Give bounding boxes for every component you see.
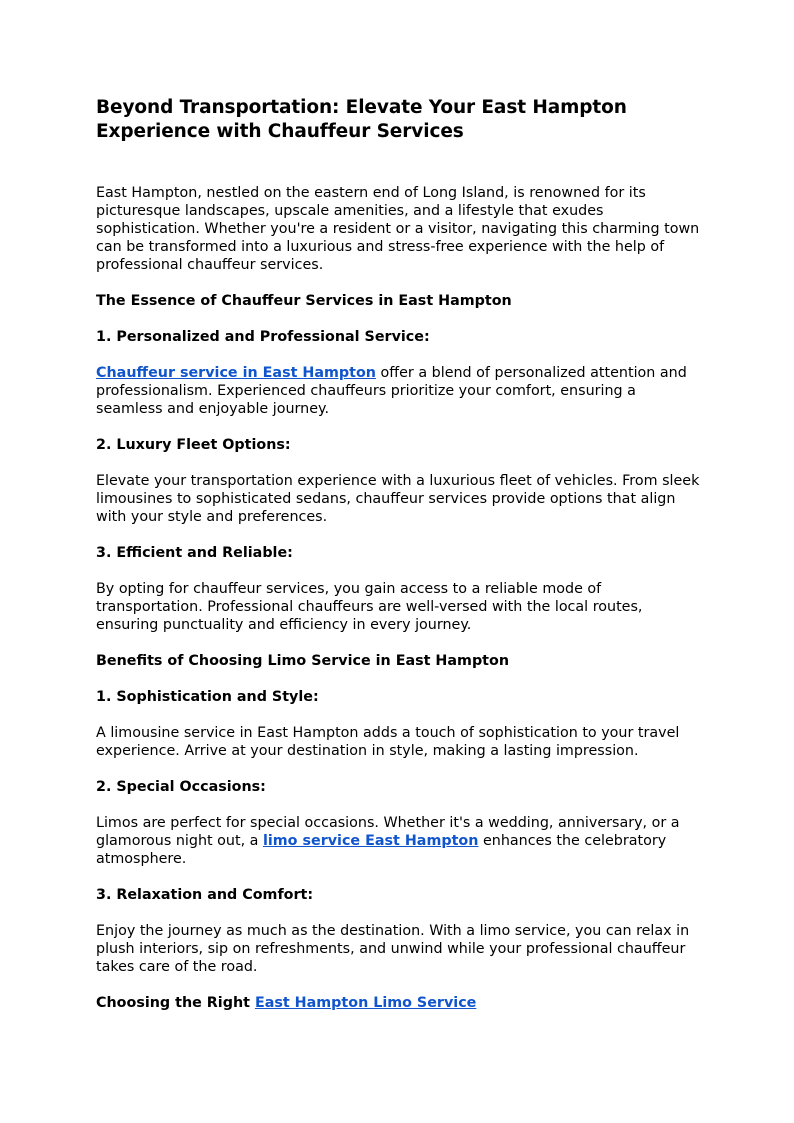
east-hampton-limo-service-link[interactable]: East Hampton Limo Service (254, 995, 477, 1011)
document-page (96, 96, 706, 1012)
subheading-relaxation: 3. Relaxation and Comfort: (96, 887, 314, 903)
document-title: Beyond Transportation: Elevate Your East Hampton Experience with Chauffeur Services (96, 97, 627, 142)
subheading-personalized: 1. Personalized and Professional Service: (96, 329, 430, 345)
subheading-sophistication: 1. Sophistication and Style: (96, 689, 319, 705)
section-heading-choosing-prefix: Choosing the Right (96, 995, 255, 1011)
subheading-efficient: 3. Efficient and Reliable: (96, 545, 293, 561)
paragraph-special-occasions-text-after: enhances the celebratory atmosphere. (96, 833, 667, 867)
paragraph-special-occasions-text-before: Limos are perfect for special occasions. Whether it's a wedding, anniversary, or a glamorous night out, a (96, 815, 680, 849)
subheading-special-occasions: 2. Special Occasions: (96, 779, 266, 795)
chauffeur-service-link[interactable]: Chauffeur service in East Hampton (96, 365, 376, 381)
subheading-luxury-fleet: 2. Luxury Fleet Options: (96, 437, 291, 453)
section-heading-essence: The Essence of Chauffeur Services in East Hampton (96, 293, 512, 309)
intro-paragraph: East Hampton, nestled on the eastern end of Long Island, is renowned for its picturesque landscapes, upscale amenities, and a lifestyle that exudes sophistication. Whether you're a resident or a visitor, navigating this charming town can be transformed into a luxurious and stress-free experience with the help of professional chauffeur services. (96, 185, 700, 273)
paragraph-special-occasions (96, 814, 706, 868)
paragraph-relaxation: Enjoy the journey as much as the destination. With a limo service, you can relax in plush interiors, sip on refreshments, and unwind while your professional chauffeur takes care of the road. (96, 923, 690, 975)
paragraph-personalized-text: offer a blend of personalized attention and professionalism. Experienced chauffeurs prioritize your comfort, ensuring a seamless and enjoyable journey. (96, 365, 687, 417)
paragraph-personalized (96, 364, 706, 418)
paragraph-efficient: By opting for chauffeur services, you gain access to a reliable mode of transportation. Professional chauffeurs are well-versed with the local routes, ensuring punctuality and efficiency in every journey. (96, 581, 643, 633)
section-heading-benefits: Benefits of Choosing Limo Service in East Hampton (96, 653, 510, 669)
paragraph-sophistication: A limousine service in East Hampton adds a touch of sophistication to your travel experience. Arrive at your destination in style, making a lasting impression. (96, 725, 680, 759)
paragraph-luxury-fleet: Elevate your transportation experience with a luxurious fleet of vehicles. From sleek limousines to sophisticated sedans, chauffeur services provide options that align with your style and preferences. (96, 473, 700, 525)
limo-service-link[interactable]: limo service East Hampton (262, 833, 479, 849)
section-heading-choosing (96, 994, 706, 1012)
